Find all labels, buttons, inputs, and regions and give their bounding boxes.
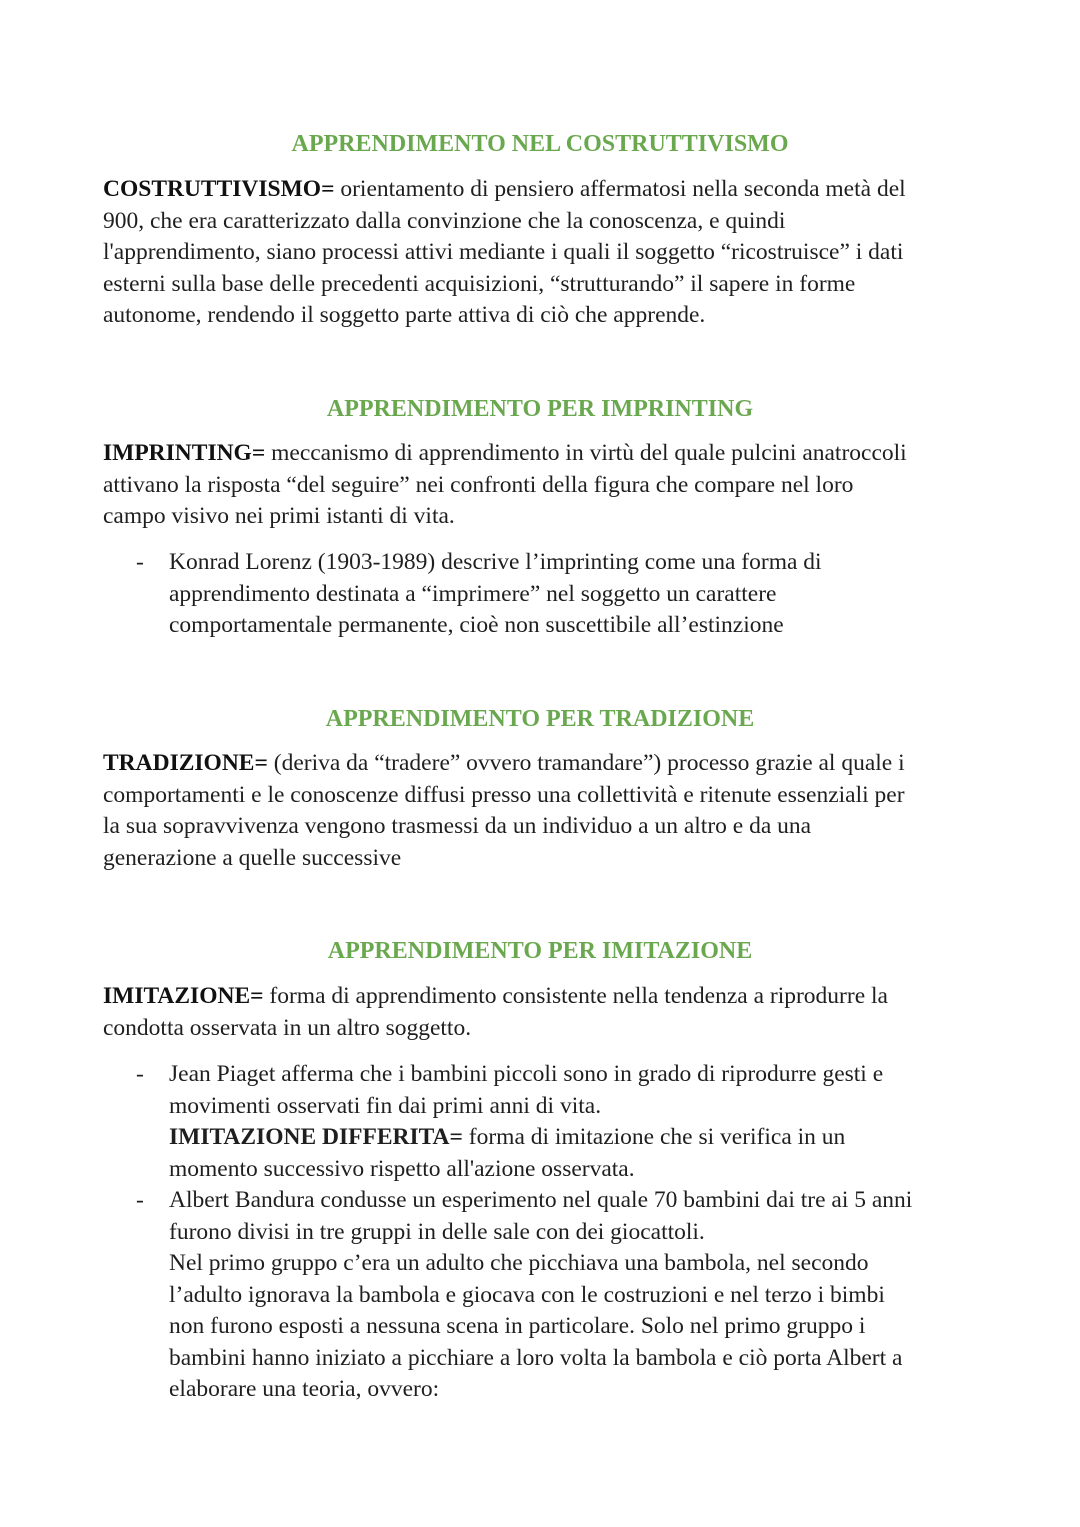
heading-imprinting: APPRENDIMENTO PER IMPRINTING xyxy=(326,396,754,422)
text-fragment: forma di apprendimento consistente nella tendenza a riprodurre la xyxy=(263,983,888,1009)
paragraph-costruttivismo xyxy=(103,174,983,332)
paragraph-tradizione xyxy=(103,748,983,874)
text-line: comportamentale permanente, cioè non suscettibile all’estinzione xyxy=(169,612,784,638)
text-line: elaborare una teoria, ovvero: xyxy=(169,1376,440,1402)
heading-tradizione: APPRENDIMENTO PER TRADIZIONE xyxy=(325,706,755,732)
text-line xyxy=(103,981,983,1013)
term-tradizione: TRADIZIONE= xyxy=(103,750,268,776)
text-line: l’adulto ignorava la bambola e giocava con le costruzioni e nel terzo i bimbi xyxy=(169,1281,885,1308)
text-line: l'apprendimento, siano processi attivi mediante i quali il soggetto “ricostruisce” i dati xyxy=(103,239,904,265)
text-fragment: meccanismo di apprendimento in virtù del quale pulcini anatroccoli xyxy=(265,440,907,466)
text-line: movimenti osservati fin dai primi anni di vita. xyxy=(169,1092,602,1119)
text-line: esterni sulla base delle precedenti acquisizioni, “strutturando” il sapere in forme xyxy=(103,270,856,297)
text-line: furono divisi in tre gruppi in delle sale con dei giocattoli. xyxy=(169,1218,705,1245)
text-line xyxy=(169,1122,989,1154)
text-line: campo visivo nei primi istanti di vita. xyxy=(103,503,455,529)
text-line: la sua sopravvivenza vengono trasmessi da un individuo a un altro e da una xyxy=(103,813,812,839)
heading-imitazione: APPRENDIMENTO PER IMITAZIONE xyxy=(327,938,753,964)
term-costruttivismo: COSTRUTTIVISMO= xyxy=(103,176,335,202)
text-line: generazione a quelle successive xyxy=(103,844,402,871)
text-line: apprendimento destinata a “imprimere” nel soggetto un carattere xyxy=(169,580,777,607)
text-line: attivano la risposta “del seguire” nei confronti della figura che compare nel loro xyxy=(103,471,854,498)
bullet-text xyxy=(169,547,989,642)
text-line xyxy=(103,174,983,206)
text-line xyxy=(103,748,983,780)
text-fragment: orientamento di pensiero affermatosi nella seconda metà del xyxy=(334,176,906,202)
text-line: 900, che era caratterizzato dalla convinzione che la conoscenza, e quindi xyxy=(103,207,786,234)
bullet-text xyxy=(169,1059,989,1185)
term-imitazione: IMITAZIONE= xyxy=(103,983,264,1009)
text-line: condotta osservata in un altro soggetto. xyxy=(103,1014,472,1041)
text-fragment: (deriva da “tradere” ovvero tramandare”) processo grazie al quale i xyxy=(267,750,905,776)
bullet-dash: - xyxy=(136,549,144,575)
bullet-dash: - xyxy=(136,1061,144,1087)
bullet-dash: - xyxy=(136,1187,144,1213)
heading-costruttivismo: APPRENDIMENTO NEL COSTRUTTIVISMO xyxy=(291,131,789,157)
paragraph-imprinting xyxy=(103,438,983,533)
term-imitazione-differita: IMITAZIONE DIFFERITA= xyxy=(169,1124,463,1150)
text-line: Jean Piaget afferma che i bambini piccoli sono in grado di riprodurre gesti e xyxy=(169,1061,884,1087)
bullet-text xyxy=(169,1185,989,1406)
text-line: bambini hanno iniziato a picchiare a loro volta la bambola e ciò porta Albert a xyxy=(169,1344,903,1371)
text-line: Albert Bandura condusse un esperimento nel quale 70 bambini dai tre ai 5 anni xyxy=(169,1187,913,1213)
paragraph-imitazione xyxy=(103,981,983,1044)
text-fragment: forma di imitazione che si verifica in un xyxy=(462,1124,846,1150)
text-line: autonome, rendendo il soggetto parte attiva di ciò che apprende. xyxy=(103,302,706,328)
text-line xyxy=(103,438,983,470)
term-imprinting: IMPRINTING= xyxy=(103,440,266,466)
text-line: comportamenti e le conoscenze diffusi presso una collettività e ritenute essenziali per xyxy=(103,781,905,808)
text-line: Nel primo gruppo c’era un adulto che picchiava una bambola, nel secondo xyxy=(169,1250,869,1276)
text-line: non furono esposti a nessuna scena in particolare. Solo nel primo gruppo i xyxy=(169,1313,866,1339)
text-line: momento successivo rispetto all'azione osservata. xyxy=(169,1155,635,1182)
text-line: Konrad Lorenz (1903-1989) descrive l’imprinting come una forma di xyxy=(169,549,822,575)
